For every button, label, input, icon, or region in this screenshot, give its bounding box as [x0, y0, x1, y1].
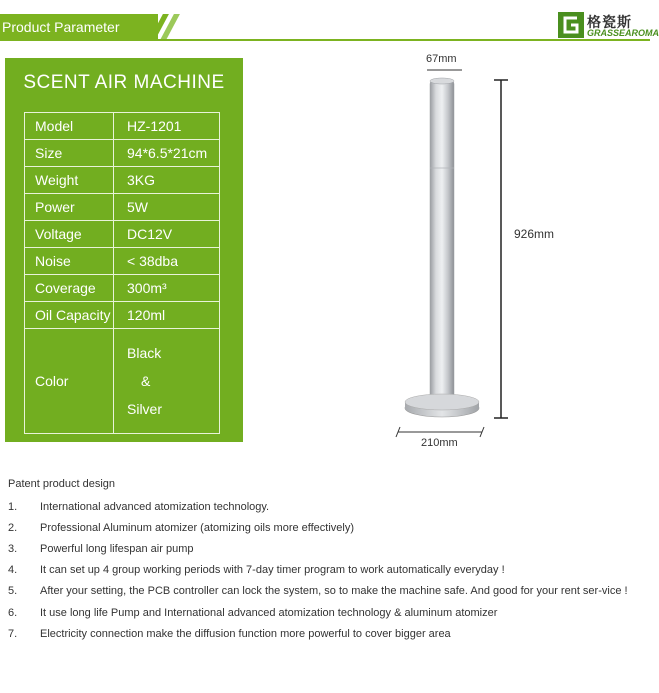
spec-key: Voltage	[25, 221, 114, 248]
spec-value: DC12V	[114, 221, 220, 248]
logo-chinese: 格瓷斯	[587, 14, 632, 30]
color-option: Silver	[127, 401, 163, 417]
description	[8, 478, 643, 645]
description-intro: Patent product design	[8, 478, 116, 490]
spec-value: 120ml	[114, 302, 220, 329]
spec-key: Power	[25, 194, 114, 221]
card-title: SCENT AIR MACHINE	[23, 72, 225, 93]
top-width-label: 67mm	[426, 53, 457, 65]
spec-key: Oil Capacity	[25, 302, 114, 329]
list-item	[8, 581, 643, 602]
spec-value: HZ-1201	[114, 113, 220, 140]
list-number: 7.	[8, 628, 18, 640]
product-drawing	[380, 60, 540, 460]
spec-key: Model	[25, 113, 114, 140]
header-divider	[0, 39, 650, 41]
spec-key: Weight	[25, 167, 114, 194]
list-text: Electricity connection make the diffusion function more powerful to cover bigger area	[40, 628, 451, 640]
list-text: International advanced atomization technology.	[40, 501, 270, 513]
height-label: 926mm	[514, 227, 555, 241]
table-row	[25, 194, 220, 221]
table-row	[25, 248, 220, 275]
table-row	[25, 302, 220, 329]
list-item	[8, 624, 643, 644]
column-body	[430, 80, 454, 402]
list-text: After your setting, the PCB controller can lock the system, so to make the machine safe. And good for your rent ser-vice !	[40, 585, 628, 597]
logo-english: GRASSEAROMA	[587, 28, 659, 38]
list-item	[8, 497, 643, 517]
list-number: 1.	[8, 501, 18, 513]
spec-value: 94*6.5*21cm	[114, 140, 220, 167]
list-number: 6.	[8, 607, 18, 619]
list-item	[8, 603, 643, 623]
list-text: Powerful long lifespan air pump	[40, 543, 194, 555]
list-item	[8, 560, 643, 580]
section-banner	[0, 14, 158, 40]
spec-value: 5W	[114, 194, 220, 221]
spec-value: 3KG	[114, 167, 220, 194]
color-separator: &	[141, 373, 151, 389]
list-item	[8, 518, 643, 538]
list-number: 3.	[8, 543, 18, 555]
list-number: 2.	[8, 522, 18, 534]
spec-value-color	[114, 329, 220, 434]
spec-key: Noise	[25, 248, 114, 275]
table-row	[25, 167, 220, 194]
list-number: 5.	[8, 585, 18, 597]
list-item	[8, 539, 643, 559]
spec-value: < 38dba	[114, 248, 220, 275]
spec-value: 300m³	[114, 275, 220, 302]
logo-mark-icon	[558, 12, 584, 38]
column-top	[430, 78, 454, 84]
list-text: It can set up 4 group working periods with 7-day timer program to work automatically everyday !	[40, 564, 505, 576]
spec-table	[24, 112, 220, 434]
color-option: Black	[127, 345, 162, 361]
base-width-label: 210mm	[421, 437, 458, 449]
list-text: It use long life Pump and International advanced atomization technology & aluminum atomizer	[40, 607, 498, 619]
table-row	[25, 113, 220, 140]
base-top	[405, 394, 479, 410]
list-number: 4.	[8, 564, 18, 576]
table-row	[25, 275, 220, 302]
brand-logo	[558, 12, 659, 40]
list-text: Professional Aluminum atomizer (atomizing oils more effectively)	[40, 522, 355, 534]
spec-key: Size	[25, 140, 114, 167]
spec-key: Coverage	[25, 275, 114, 302]
table-row	[25, 221, 220, 248]
table-row-color	[25, 329, 220, 434]
table-row	[25, 140, 220, 167]
spec-key: Color	[25, 329, 114, 434]
section-title: Product Parameter	[2, 19, 120, 35]
